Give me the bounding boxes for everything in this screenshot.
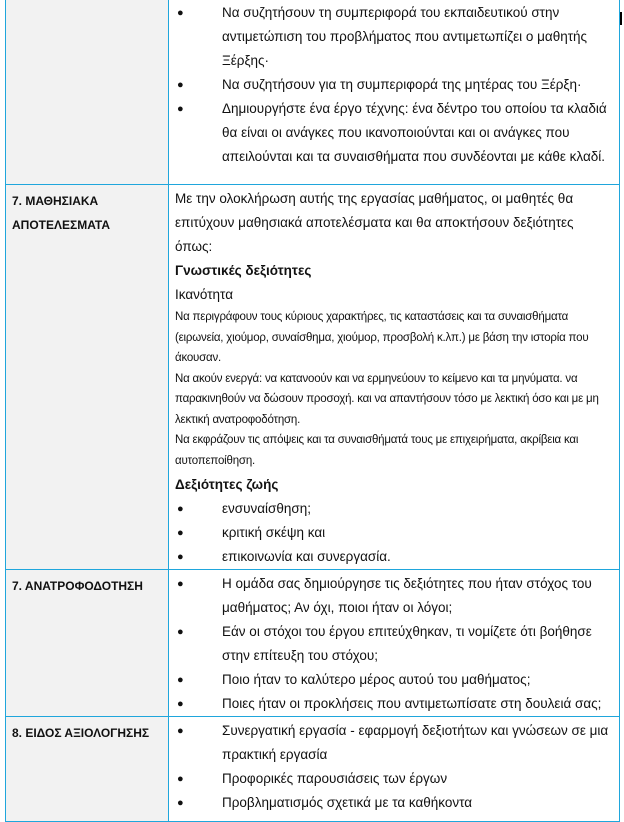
cognitive-item: Να ακούν ενεργά: να κατανοούν και να ερμηνεύουν το κείμενο και τα μηνύματα. να παρακινηθούν να δώσουν προσοχή. και να απαντήσουν τόσο με λεκτική όσο και με μη λεκτική ανατροφοδότηση. [175, 372, 599, 426]
bullet-icon: ● [177, 674, 184, 686]
table-row-assessment-type [6, 717, 620, 822]
assessment-list [175, 719, 613, 815]
lesson-plan-table [5, 0, 620, 822]
cognitive-item: Να περιγράφουν τους κύριους χαρακτήρες, τις καταστάσεις και τα συναισθήματα (ειρωνεία, χιούμορ, συναίσθημα, χιούμορ, προσβολή κ.λπ.) με βάση την ιστορία που άκουσαν. [175, 311, 589, 364]
list-item: ● Συνεργατική εργασία - εφαρμογή δεξιοτήτων και γνώσεων σε μια πρακτική εργασία [175, 719, 613, 767]
bullet-icon: ● [177, 551, 184, 563]
bullet-icon: ● [177, 626, 184, 638]
bullet-icon: ● [177, 7, 184, 19]
bullet-icon: ● [177, 527, 184, 539]
table-row-activities [6, 0, 620, 185]
bullet-icon: ● [177, 698, 184, 710]
assessment-cell [169, 717, 620, 822]
text-cursor [620, 12, 622, 25]
list-item: ● Ποιες ήταν οι προκλήσεις που αντιμετωπίσατε στη δουλειά σας; [175, 692, 613, 716]
table-row-feedback [6, 570, 620, 717]
outcomes-intro: Με την ολοκλήρωση αυτής της εργασίας μαθήματος, οι μαθητές θα επιτύχουν μαθησιακά αποτελέσματα και θα αποκτήσουν δεξιότητες όπως: [175, 191, 574, 254]
list-item: ● Η ομάδα σας δημιούργησε τις δεξιότητες που ήταν στόχος του μαθήματος; Αν όχι, ποιοι ήταν οι λόγοι; [175, 572, 613, 620]
list-item: ● κριτική σκέψη και [175, 521, 613, 545]
list-item: ● Ποιο ήταν το καλύτερο μέρος αυτού του μαθήματος; [175, 668, 613, 692]
bullet-icon: ● [177, 725, 184, 737]
bullet-icon: ● [177, 79, 184, 91]
row-label-empty [6, 0, 169, 185]
row-label-feedback: 7. ΑΝΑΤΡΟΦΟΔΟΤΗΣΗ [6, 570, 169, 717]
activities-cell [169, 0, 620, 185]
list-item: ● Προφορικές παρουσιάσεις των έργων [175, 767, 613, 791]
bullet-icon: ● [177, 797, 184, 809]
life-skills-list [175, 497, 613, 569]
list-item: ● Προβληματισμός σχετικά με τα καθήκοντα [175, 791, 613, 815]
list-item: ● Να συζητήσουν τη συμπεριφορά του εκπαιδευτικού στην αντιμετώπιση του προβλήματος που αντιμετωπίζει ο μαθητής Ξέρξης· [175, 1, 613, 73]
bullet-icon: ● [177, 773, 184, 785]
life-skills-heading: Δεξιότητες ζωής [175, 477, 279, 492]
bullet-icon: ● [177, 578, 184, 590]
row-label-learning-outcomes: 7. ΜΑΘΗΣΙΑΚΑ ΑΠΟΤΕΛΕΣΜΑΤΑ [6, 185, 169, 570]
feedback-list [175, 572, 613, 716]
bullet-icon: ● [177, 503, 184, 515]
table-row-learning-outcomes [6, 185, 620, 570]
learning-outcomes-cell [169, 185, 620, 570]
list-item: ● Εάν οι στόχοι του έργου επιτεύχθηκαν, τι νομίζετε ότι βοήθησε στην επίτευξη του στόχου; [175, 620, 613, 668]
list-item: ● Δημιουργήστε ένα έργο τέχνης: ένα δέντρο του οποίου τα κλαδιά θα είναι οι ανάγκες που ικανοποιούνται και οι ανάγκες που απειλούνται και τα συναισθήματα που συνδέονται με κάθε κλαδί. [175, 97, 613, 169]
list-item: ● επικοινωνία και συνεργασία. [175, 545, 613, 569]
list-item: ● ενσυναίσθηση; [175, 497, 613, 521]
cognitive-skills-heading: Γνωστικές δεξιότητες [175, 263, 312, 278]
ability-label: Ικανότητα [175, 287, 233, 302]
cognitive-item: Να εκφράζουν τις απόψεις και τα συναισθήματά τους με επιχειρήματα, ακρίβεια και αυτοπεποίθηση. [175, 434, 579, 467]
row-label-assessment-type: 8. ΕΙΔΟΣ ΑΞΙΟΛΟΓΗΣΗΣ [6, 717, 169, 822]
feedback-cell [169, 570, 620, 717]
list-item: ● Να συζητήσουν για τη συμπεριφορά της μητέρας του Ξέρξη· [175, 73, 613, 97]
bullet-icon: ● [177, 103, 184, 115]
activities-list [175, 1, 613, 169]
